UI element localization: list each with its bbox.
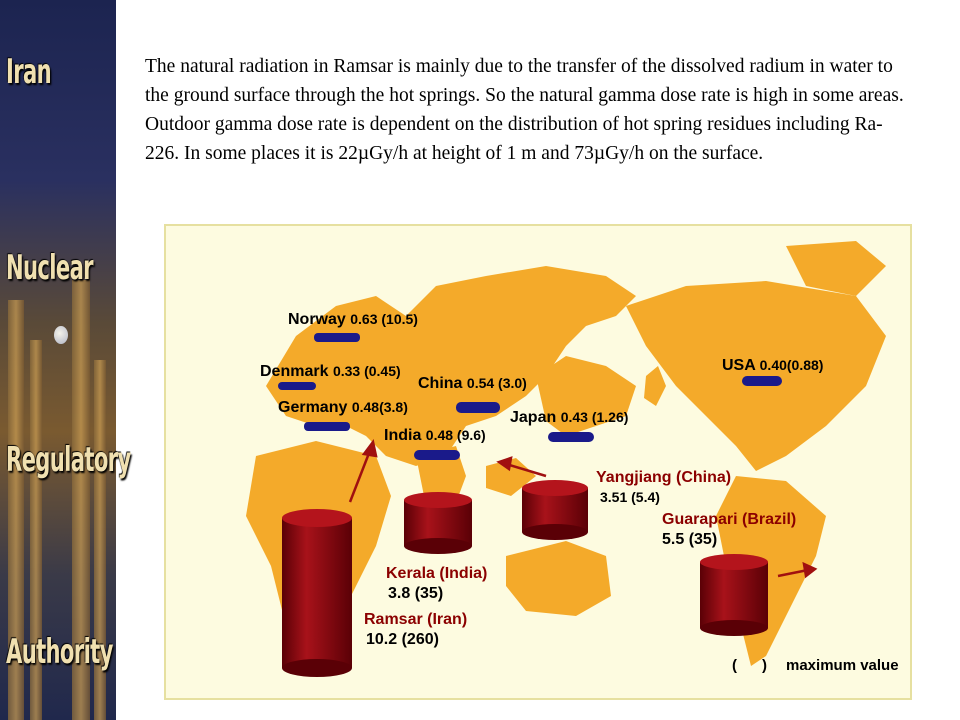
legend-text: maximum value [786, 657, 899, 674]
banner-word-iran: Iran [6, 52, 51, 92]
value-ramsar: 10.2 (260) [366, 631, 439, 648]
value-yangjiang: 3.51 (5.4) [600, 489, 660, 505]
label-usa: USA 0.40(0.88) [722, 357, 824, 374]
radiation-world-map [164, 224, 912, 700]
cylinder-ramsar [282, 509, 352, 677]
arrow-ramsar-head [364, 442, 376, 456]
label-norway: Norway 0.63 (10.5) [288, 311, 418, 328]
label-india: India 0.48 (9.6) [384, 427, 486, 444]
legend-parens: ( ) [732, 657, 767, 674]
label-china: China 0.54 (3.0) [418, 375, 527, 392]
australia-land [506, 541, 611, 616]
legend [732, 657, 899, 674]
value-guarapari: 5.5 (35) [662, 531, 718, 548]
marker-germany [304, 422, 350, 431]
banner-word-authority: Authority [6, 632, 113, 672]
description-paragraph: The natural radiation in Ramsar is mainly due to the transfer of the dissolved radium in water to the ground surface through the hot springs. So the natural gamma dose rate is high in some areas. Outdoor gamma dose rate is dependent on the distribution of hot spring residues including Ra-226. In some places it is 22µGy/h at height of 1 m and 73µGy/h on the surface. [145, 56, 904, 164]
banner-word-regulatory: Regulatory [6, 440, 131, 480]
cylinder-yangjiang [522, 480, 588, 540]
label-germany: Germany 0.48(3.8) [278, 399, 408, 416]
cylinder-kerala [404, 492, 472, 554]
marker-norway [314, 333, 360, 342]
label-guarapari: Guarapari (Brazil) [662, 511, 797, 528]
marker-denmark [278, 382, 316, 390]
arrow-guarapari-head [804, 564, 815, 576]
label-kerala: Kerala (India) [386, 565, 488, 582]
label-japan: Japan 0.43 (1.26) [510, 409, 629, 426]
map-drawing [166, 226, 910, 698]
value-kerala: 3.8 (35) [388, 585, 444, 602]
banner-word-nuclear: Nuclear [6, 248, 93, 288]
marker-usa [742, 376, 782, 386]
marker-india [414, 450, 460, 460]
label-ramsar: Ramsar (Iran) [364, 611, 468, 628]
marker-japan [548, 432, 594, 442]
moon-icon [54, 326, 68, 344]
japan-land [644, 366, 666, 406]
label-yangjiang: Yangjiang (China) [596, 469, 732, 486]
cylinder-guarapari [700, 554, 768, 636]
label-denmark: Denmark 0.33 (0.45) [260, 363, 401, 380]
side-banner [0, 0, 131, 720]
marker-china [456, 402, 500, 413]
